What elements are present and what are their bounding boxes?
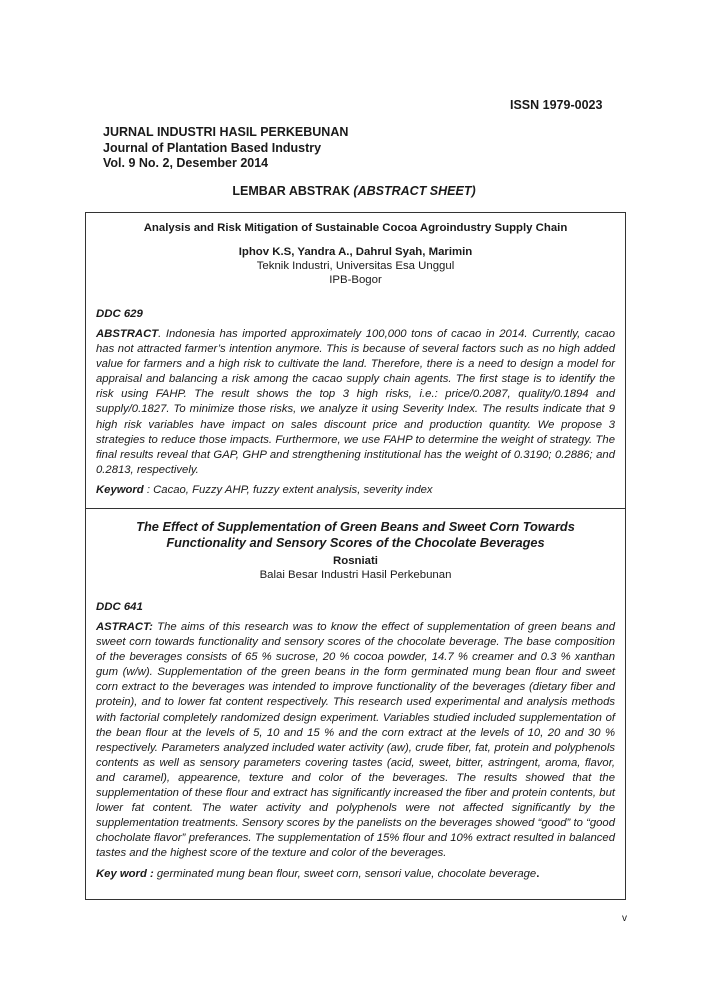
abstract-text: . Indonesia has imported approximately 100,000 tons of cacao in 2014. Currently, cacao has not attracted farmer’s intention anymore. This is because of several factors such as no high added value for farmers and a high risk to cultivate the land. Therefore, there is a need to design a model for appraisal and balancing a risk among the cacao supply chain agents. The first stage is to identify the risk using FAHP. The result shows the top 3 high risks, i.e.: price/0.2087, quality/0.1894 and supply/0.1827. To minimize those risks, we analyze it using Severity Index. The results indicate that 9 high risk variables have impact on sales discount price and production quantity. We propose 3 strategies to reduce those impacts. Furthermore, we use FAHP to determine the weight of strategy. The final results reveal that GAP, GHP and strengthening institutional has the weight of 0.3190; 0.2886; and 0.2813, respectively. (96, 328, 615, 476)
article-title-line-1: The Effect of Supplementation of Green Beans and Sweet Corn Towards (136, 519, 575, 534)
issn-number: ISSN 1979-0023 (510, 98, 603, 112)
article-affiliation-2: IPB-Bogor (329, 274, 382, 286)
keyword-text: germinated mung bean flour, sweet corn, sensori value, chocolate beverage (153, 867, 537, 880)
keywords-line (96, 867, 615, 882)
abstract-paragraph (96, 620, 615, 862)
abstract-label: ABSTRACT (96, 328, 159, 340)
article-title-line-2: Functionality and Sensory Scores of the Chocolate Beverages (166, 535, 545, 550)
article-affiliation: Balai Besar Industri Hasil Perkebunan (259, 569, 452, 581)
journal-name-english: Journal of Plantation Based Industry (103, 140, 322, 155)
abstract-text: The aims of this research was to know the effect of supplementation of green beans and sweet corn towards functionality and sensory scores of the chocolate beverage. The base composition of the beverages consists of 65 % sucrose, 20 % cocoa powder, 14.7 % creamer and 0.3 % xanthan gum (w/w). Supplementation of the green beans in the form germinated mung bean flour and sweet corn extract to the beverages was intended to improve functionality of the beverages (dietary fiber and protein), and to lower fat content respectively. This research used experimental and analysis methods with factorial completely randomized design experiment. Variables studied included supplementation of the bean flour at the levels of 5, 10 and 15 % and the corn extract at the levels of 10, 20 and 30 % respectively. Parameters analyzed included water activity (aw), crude fiber, fat, protein and polyphenols contents as well as sensory parameters covering tastes (acid, sweet, bitter, astringent, aroma, flavor, and caramel), appearence, texture and color of the beverages. The results showed that the supplementation of these flour and extract has significantly increased the fiber and protein contents, but lower fat content. The water activity and polyphenols were not affected significantly by the supplementation treatments. Sensory scores by the panelists on the beverages showed “good” to “good chocholate flavor” preferances. The supplementation of 15% flour and 10% extract resulted in balanced tastes and the highest score of the texture and color of the beverages. (96, 621, 615, 860)
article-2 (96, 519, 615, 882)
article-divider (85, 508, 625, 509)
abstract-paragraph (96, 327, 615, 478)
abstract-label: ASTRACT: (96, 621, 153, 633)
article-authors: Iphov K.S, Yandra A., Dahrul Syah, Marimin (238, 246, 473, 258)
keyword-label: Keyword (96, 483, 144, 496)
keyword-label: Key word : (96, 867, 154, 880)
article-title: Analysis and Risk Mitigation of Sustainable Cocoa Agroindustry Supply Chain (143, 222, 568, 234)
journal-volume: Vol. 9 No. 2, Desember 2014 (103, 156, 269, 170)
article-title (96, 519, 615, 551)
keywords-line (96, 483, 615, 498)
article-affiliation: Teknik Industri, Universitas Esa Unggul (256, 260, 455, 272)
page-number: v (622, 913, 627, 924)
sheet-title-main: LEMBAR ABSTRAK (232, 184, 354, 198)
journal-header (103, 125, 348, 172)
article-1 (96, 221, 615, 498)
sheet-title (0, 184, 708, 198)
keyword-end: . (536, 867, 540, 880)
article-authors: Rosniati (333, 555, 378, 567)
keyword-text: : Cacao, Fuzzy AHP, fuzzy extent analysis, severity index (143, 483, 433, 496)
ddc-number: DDC 641 (96, 601, 143, 613)
sheet-title-sub: (ABSTRACT SHEET) (353, 184, 476, 198)
ddc-number: DDC 629 (96, 308, 143, 320)
journal-name-indonesian: JURNAL INDUSTRI HASIL PERKEBUNAN (103, 125, 349, 139)
